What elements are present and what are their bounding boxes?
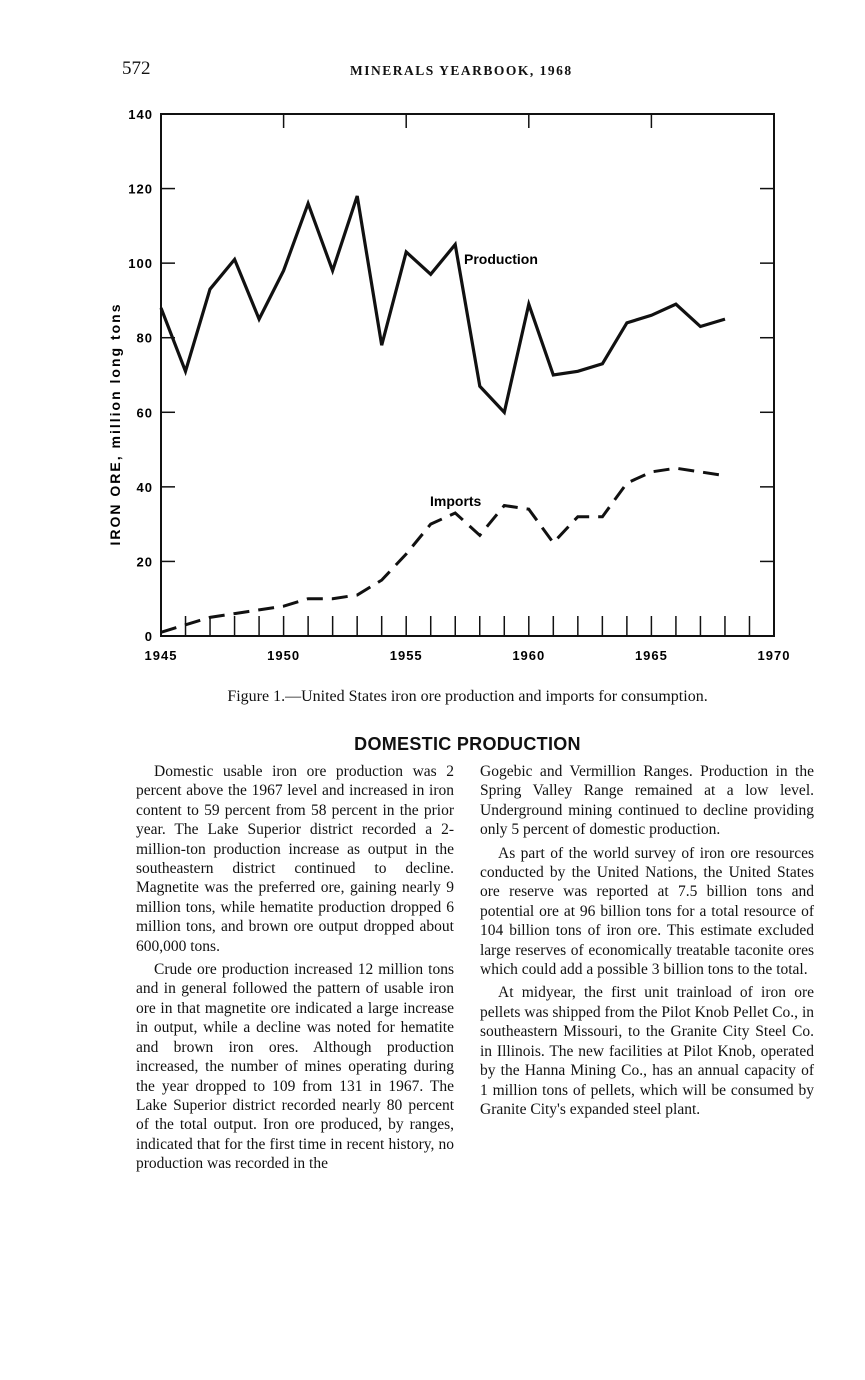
paragraph: As part of the world survey of iron ore resources conducted by the United Nations, the United States ore reserve was reported at 7.5 billion tons and potential ore at 96 billion tons for a total resource of 104 billion tons of iron ore. This estimate excluded large reserves of economically treatable taconite ores which could add a possible 3 billion tons to the total.: [480, 844, 814, 979]
y-tick-label: 140: [128, 107, 153, 122]
running-title: MINERALS YEARBOOK, 1968: [350, 63, 573, 78]
paragraph: Crude ore production increased 12 million tons and in general followed the pattern of usable iron ore in that magnetite ore indicated a large increase in output, while a decline was noted for hematite and brown iron ores. Although production increased, the number of mines operating during the year dropped to 109 from 131 in 1967. The Lake Superior district recorded nearly 80 percent of the total output. Iron ore produced, by ranges, indicated that for the first time in recent history, no production was recorded in the: [136, 961, 454, 1173]
y-tick-label: 0: [144, 629, 153, 644]
plot-frame: [161, 114, 774, 636]
y-tick-label: 20: [136, 554, 153, 570]
figure-caption: Figure 1.—United States iron ore production and imports for consumption.: [227, 688, 708, 705]
x-tick-label: 1970: [757, 648, 791, 663]
paragraph: Domestic usable iron ore production was 2 percent above the 1967 level and increased in iron content to 59 percent from 58 percent in the prior year. The Lake Superior district recorded a 2-million-ton production increase as output in the southeastern district continued to decline. Magnetite was the preferred ore, gaining nearly 9 million tons, while hematite production dropped 6 million tons, and brown ore output dropped about 600,000 tons.: [136, 763, 454, 955]
y-tick-label: 80: [136, 330, 153, 346]
paragraph: Gogebic and Vermillion Ranges. Production in the Spring Valley Range remained at a low level. Underground mining continued to decline providing only 5 percent of domestic production.: [480, 763, 814, 839]
y-tick-label: 40: [136, 479, 153, 495]
right-column: [480, 762, 814, 1123]
x-tick-label: 1960: [512, 648, 546, 663]
x-tick-label: 1950: [267, 648, 301, 663]
x-tick-label: 1965: [634, 648, 668, 663]
series-label-imports: Imports: [430, 493, 482, 509]
y-axis-label: IRON ORE, million long tons: [107, 302, 123, 546]
series-lines: [161, 196, 725, 632]
page-number: 572: [122, 58, 151, 79]
section-heading: DOMESTIC PRODUCTION: [354, 734, 581, 754]
paragraph: At midyear, the first unit trainload of iron ore pellets was shipped from the Pilot Knob Pellet Co., in southeastern Missouri, to the Granite City Steel Co. in Illinois. The new facilities at Pilot Knob, operated by the Hanna Mining Co., has an annual capacity of 1 million tons of pellets, which will be consumed by Granite City's expanded steel plant.: [480, 984, 814, 1118]
series-line-production: [161, 196, 725, 412]
y-tick-label: 100: [128, 256, 153, 272]
x-tick-label: 1955: [389, 648, 423, 663]
series-label-production: Production: [464, 251, 538, 267]
y-tick-label: 120: [128, 181, 153, 197]
y-tick-label: 60: [136, 405, 153, 421]
x-tick-label: 1945: [144, 648, 178, 663]
iron-ore-line-chart: [0, 0, 865, 680]
left-column: [136, 762, 454, 1178]
axes: [128, 107, 790, 663]
